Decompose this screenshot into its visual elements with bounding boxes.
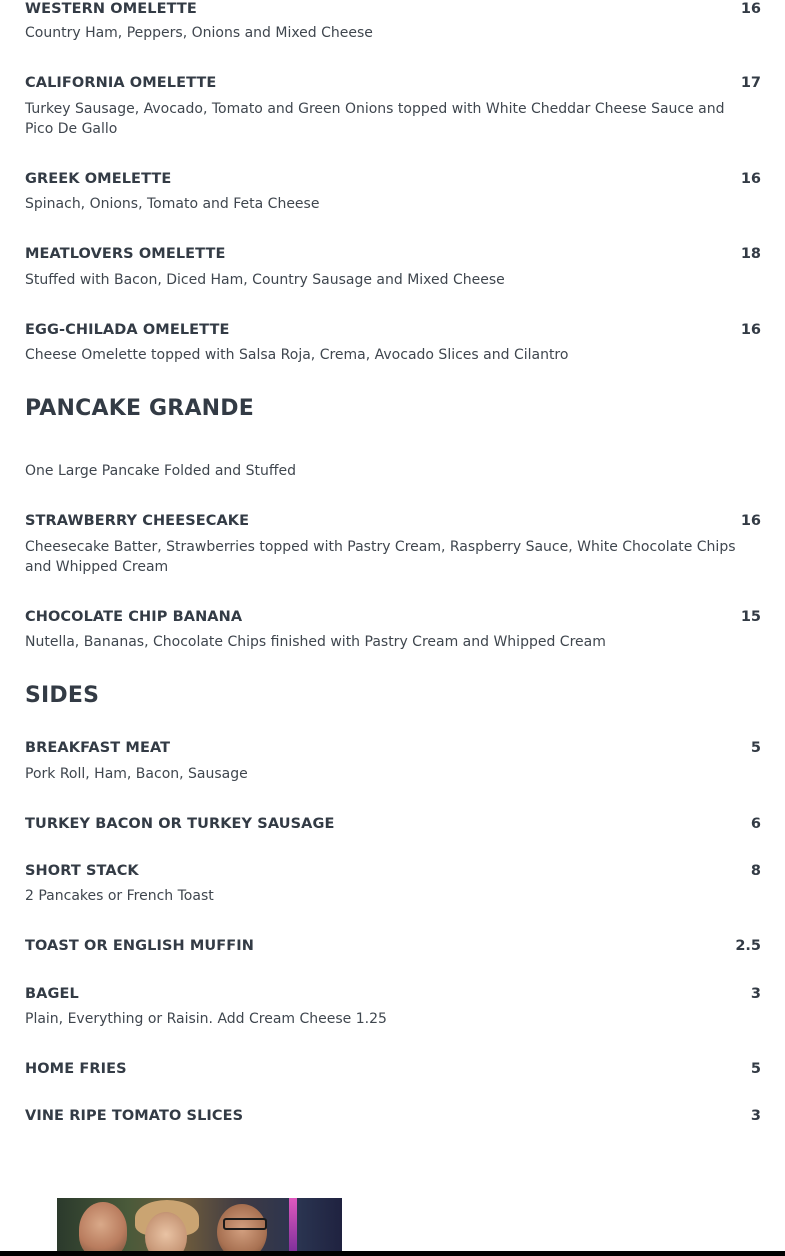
section-title-pancake-grande: PANCAKE GRANDE [25,396,254,421]
item-name: TOAST OR ENGLISH MUFFIN [25,938,255,954]
menu-item-california-omelette [25,74,761,92]
item-price: 3 [750,986,761,1002]
menu-item-home-fries [25,1060,761,1078]
menu-item-western-omelette [25,0,761,18]
glasses-shape [223,1218,267,1230]
menu-item-chocolate-chip-banana [25,608,761,626]
menu-item-strawberry-cheesecake [25,512,761,530]
item-name: CALIFORNIA OMELETTE [25,75,217,91]
section-title-sides: SIDES [25,683,100,708]
item-name: BREAKFAST MEAT [25,740,171,756]
item-name: GREEK OMELETTE [25,171,172,187]
item-price: 16 [740,322,761,338]
menu-item-turkey-bacon-or-sausage [25,815,761,833]
item-name: WESTERN OMELETTE [25,1,197,17]
bottom-divider [0,1251,785,1256]
menu-item-egg-chilada-omelette [25,321,761,339]
item-name: STRAWBERRY CHEESECAKE [25,513,250,529]
item-price: 16 [740,171,761,187]
neon-light-shape [289,1198,297,1252]
item-name: TURKEY BACON OR TURKEY SAUSAGE [25,816,335,832]
menu-item-short-stack [25,862,761,880]
item-description: Cheesecake Batter, Strawberries topped with Pastry Cream, Raspberry Sauce, White Chocolate Chips and Whipped Cream [25,539,736,575]
item-price: 15 [740,609,761,625]
menu-item-bagel [25,985,761,1003]
item-description: Country Ham, Peppers, Onions and Mixed Cheese [25,25,373,41]
item-price: 5 [750,1061,761,1077]
item-description: Stuffed with Bacon, Diced Ham, Country Sausage and Mixed Cheese [25,272,505,288]
person-face [79,1202,127,1252]
item-price: 17 [740,75,761,91]
item-description: Turkey Sausage, Avocado, Tomato and Green Onions topped with White Cheddar Cheese Sauce and Pico De Gallo [25,101,725,137]
item-description: Plain, Everything or Raisin. Add Cream Cheese 1.25 [25,1011,387,1027]
menu-item-vine-ripe-tomato-slices [25,1107,761,1125]
item-name: SHORT STACK [25,863,139,879]
item-name: CHOCOLATE CHIP BANANA [25,609,243,625]
section-subtitle: One Large Pancake Folded and Stuffed [25,463,297,479]
item-name: MEATLOVERS OMELETTE [25,246,226,262]
item-price: 8 [750,863,761,879]
menu-item-greek-omelette [25,170,761,188]
item-price: 18 [740,246,761,262]
item-name: EGG-CHILADA OMELETTE [25,322,230,338]
item-price: 5 [750,740,761,756]
item-description: Spinach, Onions, Tomato and Feta Cheese [25,196,320,212]
diners-photo [57,1198,342,1252]
item-description: Nutella, Bananas, Chocolate Chips finished with Pastry Cream and Whipped Cream [25,634,606,650]
item-description: Cheese Omelette topped with Salsa Roja, Crema, Avocado Slices and Cilantro [25,347,569,363]
menu-item-meatlovers-omelette [25,245,761,263]
item-name: BAGEL [25,986,79,1002]
menu-item-toast-or-english-muffin [25,937,761,955]
item-description: Pork Roll, Ham, Bacon, Sausage [25,766,248,782]
item-price: 6 [750,816,761,832]
item-price: 16 [740,1,761,17]
item-price: 2.5 [735,938,761,954]
item-name: HOME FRIES [25,1061,127,1077]
menu-item-breakfast-meat [25,739,761,757]
item-description: 2 Pancakes or French Toast [25,888,214,904]
item-price: 16 [740,513,761,529]
item-price: 3 [750,1108,761,1124]
item-name: VINE RIPE TOMATO SLICES [25,1108,244,1124]
